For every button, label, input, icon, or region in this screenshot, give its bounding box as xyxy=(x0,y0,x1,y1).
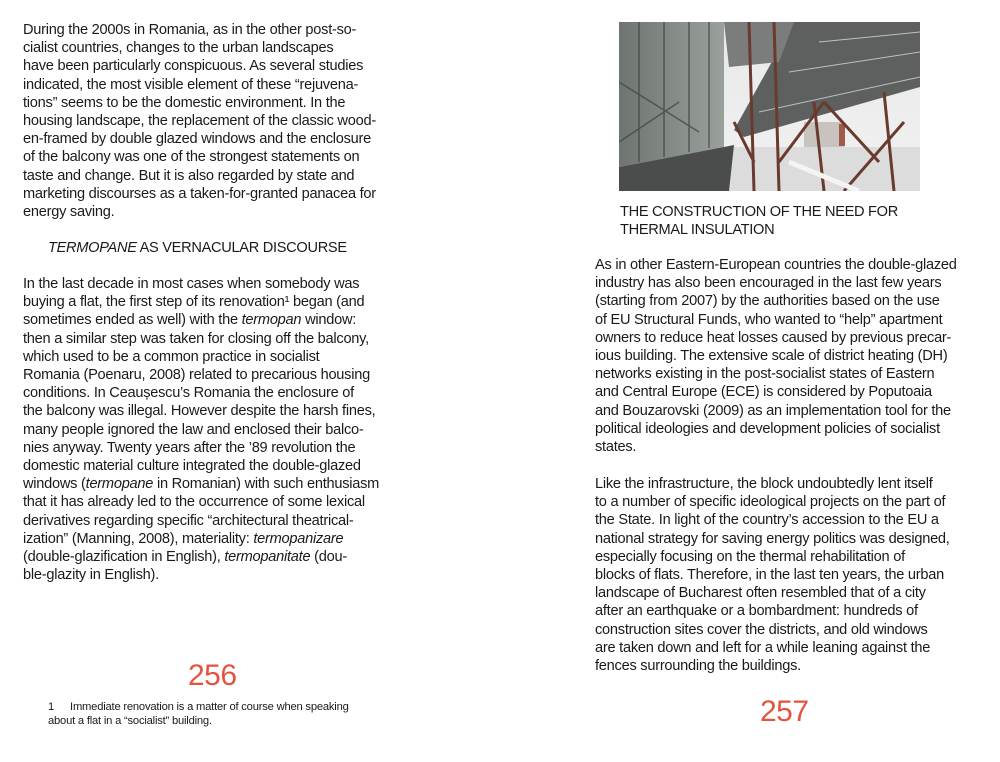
text-segment: in Romanian) with such enthusiasm xyxy=(153,476,380,493)
text-line xyxy=(23,311,379,329)
text-segment: Like the infrastructure, the block undoubtedly lent itself xyxy=(595,476,933,492)
text-segment: windows ( xyxy=(23,476,86,493)
text-line xyxy=(23,203,376,221)
text-line xyxy=(23,566,379,584)
text-line xyxy=(23,421,379,439)
text-line xyxy=(595,511,950,529)
text-segment: the balcony was illegal. However despite the harsh fines, xyxy=(23,403,376,420)
text-segment: states. xyxy=(595,439,637,456)
text-segment: indicated, the most visible element of these “rejuvena- xyxy=(23,76,359,93)
footnote-number: 1 xyxy=(48,701,55,713)
text-segment: buying a flat, the first step of its renovation¹ began (and xyxy=(23,294,365,311)
left-paragraph-intro xyxy=(23,21,376,221)
text-line xyxy=(595,311,957,329)
text-segment: During the 2000s in Romania, as in the other post-so- xyxy=(23,22,357,38)
text-segment: especially focusing on the thermal rehabilitation of xyxy=(595,548,905,565)
text-line xyxy=(23,402,379,420)
page-number-right: 257 xyxy=(760,695,809,728)
text-line xyxy=(23,39,376,57)
text-segment: and Bouzarovski (2009) as an implementation tool for the xyxy=(595,402,951,419)
text-line xyxy=(595,548,950,566)
text-line xyxy=(23,348,379,366)
heading-rest: AS VERNACULAR DISCOURSE xyxy=(136,240,347,256)
text-segment: are taken down and left for a while leaning against the xyxy=(595,639,931,656)
text-segment: to a number of specific ideological projects on the part of xyxy=(595,494,946,511)
text-segment: nies anyway. Twenty years after the ’89 revolution the xyxy=(23,439,356,456)
text-line xyxy=(23,475,379,493)
text-segment: networks existing in the post-socialist states of Eastern xyxy=(595,366,935,383)
text-segment: domestic material culture integrated the double-glazed xyxy=(23,458,361,475)
text-line xyxy=(595,383,957,401)
text-line xyxy=(595,292,957,310)
text-line xyxy=(23,512,379,530)
text-line xyxy=(23,130,376,148)
text-line xyxy=(23,185,376,203)
text-line xyxy=(595,256,957,274)
text-line xyxy=(23,493,379,511)
text-line xyxy=(23,530,379,548)
text-segment: landscape of Bucharest often resembled that of a city xyxy=(595,585,926,602)
text-segment: (starting from 2007) by the authorities based on the use xyxy=(595,293,940,310)
italic-term: termopane xyxy=(85,476,154,493)
text-line xyxy=(23,457,379,475)
text-segment: housing landscape, the replacement of the classic wood- xyxy=(23,113,376,130)
text-segment: of the balcony was one of the strongest statements on xyxy=(23,149,360,166)
text-line xyxy=(595,566,950,584)
section-heading-termopane xyxy=(48,239,347,257)
text-line xyxy=(23,439,379,457)
text-line xyxy=(23,330,379,348)
text-line xyxy=(595,584,950,602)
text-segment: (dou- xyxy=(310,549,347,566)
text-line xyxy=(595,475,950,493)
italic-term: termopanizare xyxy=(253,530,344,547)
text-segment: tions” seems to be the domestic environment. In the xyxy=(23,94,346,111)
text-segment: taste and change. But it is also regarded by state and xyxy=(23,167,355,184)
text-segment: and Central Europe (ECE) is considered by Poputoaia xyxy=(595,384,932,401)
text-segment: marketing discourses as a taken-for-granted panacea for xyxy=(23,185,376,202)
text-line xyxy=(595,493,950,511)
footnote xyxy=(48,700,349,728)
text-line xyxy=(23,94,376,112)
text-line xyxy=(23,21,376,39)
text-segment: In the last decade in most cases when somebody was xyxy=(23,276,360,292)
text-segment: national strategy for saving energy politics was designed, xyxy=(595,530,950,547)
right-paragraph-infrastructure xyxy=(595,475,950,675)
text-line xyxy=(23,112,376,130)
text-segment: cialist countries, changes to the urban landscapes xyxy=(23,40,334,57)
text-line xyxy=(595,402,957,420)
text-line xyxy=(595,420,957,438)
text-line xyxy=(23,548,379,566)
text-segment: construction sites cover the districts, and old windows xyxy=(595,621,928,638)
text-line xyxy=(23,76,376,94)
text-line xyxy=(595,639,950,657)
text-line xyxy=(595,438,957,456)
text-segment: ization” (Manning, 2008), materiality: xyxy=(23,530,254,547)
text-line xyxy=(23,148,376,166)
text-segment: ious building. The extensive scale of district heating (DH) xyxy=(595,348,948,365)
text-segment: ble-glazity in English). xyxy=(23,567,159,584)
text-line xyxy=(595,274,957,292)
text-segment: derivatives regarding specific “architectural theatrical- xyxy=(23,512,354,529)
text-line xyxy=(23,275,379,293)
text-segment: As in other Eastern-European countries the double-glazed xyxy=(595,257,957,273)
text-line xyxy=(595,347,957,365)
text-segment: many people ignored the law and enclosed their balco- xyxy=(23,421,364,438)
text-segment: then a similar step was taken for closing off the balcony, xyxy=(23,330,369,347)
text-segment: fences surrounding the buildings. xyxy=(595,658,801,675)
caption-line: THE CONSTRUCTION OF THE NEED FOR xyxy=(620,204,898,220)
scaffolding-photo xyxy=(619,22,920,191)
text-segment: industry has also been encouraged in the last few years xyxy=(595,275,942,292)
text-segment: the State. In light of the country’s accession to the EU a xyxy=(595,512,939,529)
text-segment: window: xyxy=(301,312,357,329)
page-number-left: 256 xyxy=(188,659,237,692)
text-segment: of EU Structural Funds, who wanted to “help” apartment xyxy=(595,311,943,328)
text-line xyxy=(23,384,379,402)
text-line xyxy=(23,293,379,311)
text-segment: conditions. In Ceaușescu’s Romania the enclosure of xyxy=(23,385,354,402)
footnote-line: about a flat in a “socialist” building. xyxy=(48,715,212,727)
text-segment: (double-glazification in English), xyxy=(23,549,225,566)
footnote-line: Immediate renovation is a matter of course when speaking xyxy=(70,701,349,713)
text-line xyxy=(23,167,376,185)
text-segment: en-framed by double glazed windows and the enclosure xyxy=(23,131,372,148)
left-paragraph-termopane xyxy=(23,275,379,584)
caption-line: THERMAL INSULATION xyxy=(620,222,775,238)
text-segment: sometimes ended as well) with the xyxy=(23,312,242,329)
text-segment: owners to reduce heat losses caused by previous precar- xyxy=(595,329,952,346)
text-line xyxy=(595,621,950,639)
text-line xyxy=(595,657,950,675)
text-segment: after an earthquake or a bombardment: hundreds of xyxy=(595,603,918,620)
text-line xyxy=(595,329,957,347)
text-segment: Romania (Poenaru, 2008) related to precarious housing xyxy=(23,367,370,384)
text-segment: that it has already led to the occurrence of some lexical xyxy=(23,494,365,511)
text-segment: blocks of flats. Therefore, in the last ten years, the urban xyxy=(595,567,944,584)
right-paragraph-double-glazed xyxy=(595,256,957,456)
text-line xyxy=(23,366,379,384)
text-segment: political ideologies and development policies of socialist xyxy=(595,420,940,437)
italic-term: termopan xyxy=(241,312,302,329)
text-line xyxy=(595,530,950,548)
text-segment: energy saving. xyxy=(23,204,115,221)
heading-italic-term: TERMOPANE xyxy=(48,240,137,256)
text-line xyxy=(595,365,957,383)
italic-term: termopanitate xyxy=(224,549,311,566)
text-line xyxy=(23,57,376,75)
text-segment: which used to be a common practice in socialist xyxy=(23,348,320,365)
text-segment: have been particularly conspicuous. As several studies xyxy=(23,58,364,75)
photo-caption xyxy=(620,203,898,239)
text-line xyxy=(595,602,950,620)
